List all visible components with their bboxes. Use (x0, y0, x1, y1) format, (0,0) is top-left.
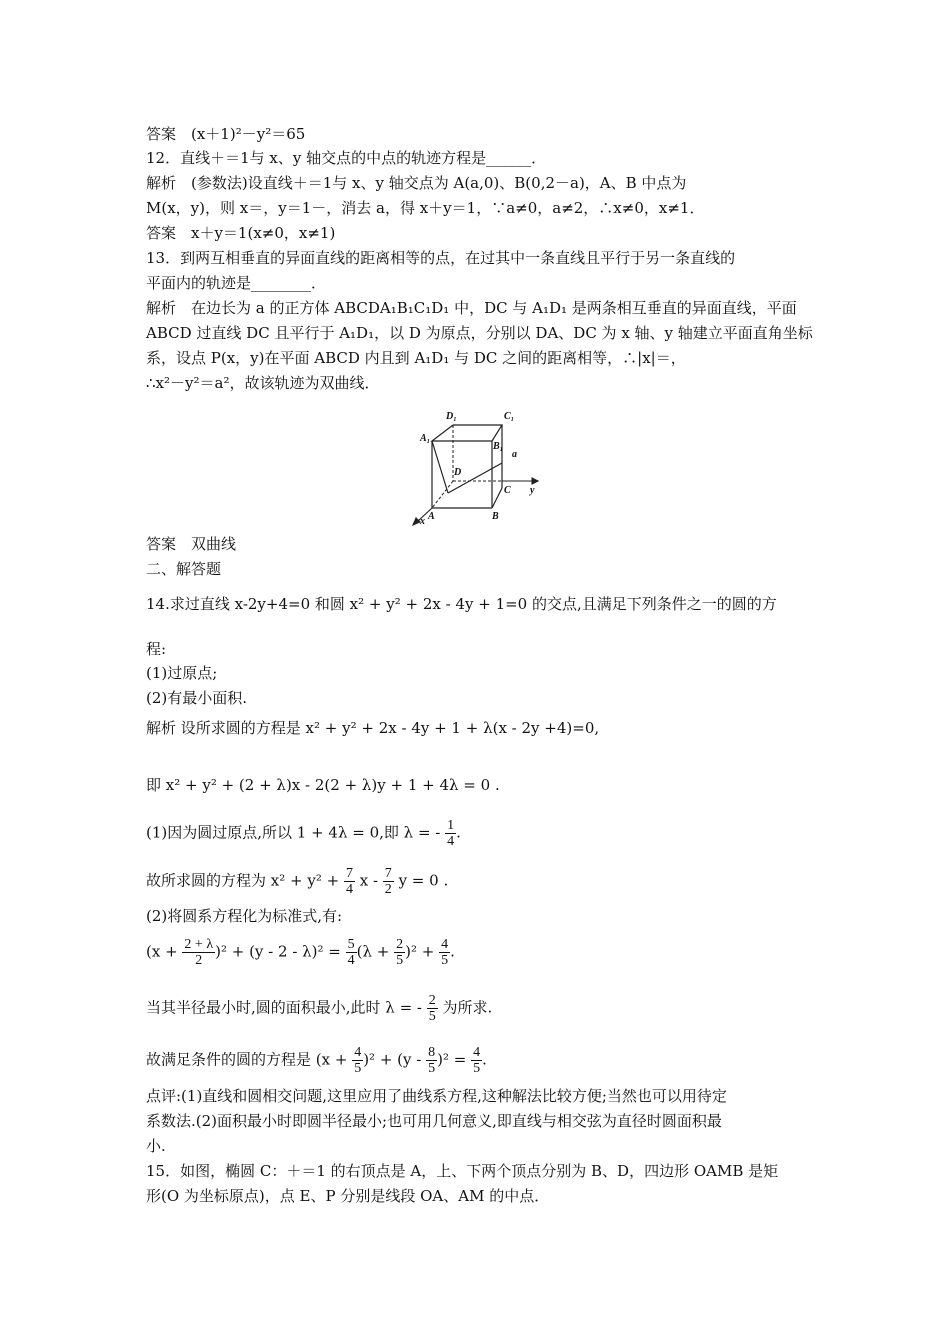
solution-12-line1: 解析 (参数法)设直线＋＝1与 x、y 轴交点为 A(a,0)、B(0,2－a)，A、B 中点为 (146, 174, 687, 192)
label-x: x (420, 516, 425, 527)
label-b: B (492, 511, 499, 522)
label-a-bottom: A (428, 511, 435, 522)
question-15-line1: 15．如图，椭圆 C：＋＝1 的右顶点是 A，上、下两个顶点分别为 B、D，四边形 OAMB 是矩 (146, 1162, 779, 1180)
comment-line2: 系数法.(2)面积最小时即圆半径最小;也可用几何意义,即直线与相交弦为直径时圆面积最 (146, 1112, 722, 1130)
question-14-cond1: (1)过原点; (146, 664, 218, 682)
solution-12-line2: M(x，y)，则 x＝，y＝1－，消去 a，得 x＋y＝1，∵a≠0，a≠2，∴x≠0，x≠1． (146, 199, 705, 217)
cube-diagonal-a1 (432, 441, 448, 493)
fraction-7-4: $\frac{7}{4}$ (345, 866, 353, 897)
label-b1: B₁ (493, 441, 504, 452)
solution-13-line3: 系，设点 P(x，y)在平面 ABCD 内且到 A₁D₁ 与 DC 之间的距离相等，∴|x|＝， (146, 349, 686, 367)
fraction-7-2: $\frac{7}{2}$ (384, 866, 392, 897)
label-a: a (512, 449, 517, 460)
comment-line1: 点评:(1)直线和圆相交问题,这里应用了曲线系方程,这种解法比较方便;当然也可以用待定 (146, 1087, 727, 1105)
label-c1: C₁ (504, 411, 515, 422)
solution-13-line4: ∴x²－y²＝a²，故该轨迹为双曲线． (146, 374, 380, 392)
label-c: C (504, 485, 511, 496)
section-heading: 二、解答题 (146, 560, 222, 578)
solution-14-line2: 即 x² + y² + (2 + λ)x - 2(2 + λ)y + 1 + 4λ = 0 . (146, 776, 500, 794)
solution-13-line2: ABCD 过直线 DC 且平行于 A₁D₁，以 D 为原点，分别以 DA、DC 为 x 轴、y 轴建立平面直角坐标 (146, 324, 813, 342)
question-14-cond2: (2)有最小面积. (146, 689, 248, 707)
cube-figure (408, 405, 548, 527)
solution-13-line1: 解析 在边长为 a 的正方体 ABCDA₁B₁C₁D₁ 中，DC 与 A₁D₁ 是两条相互垂直的异面直线，平面 (146, 299, 797, 317)
question-13-line2: 平面内的轨迹是________． (146, 274, 327, 292)
label-d1: D₁ (446, 411, 457, 422)
cube-hidden-d-a (432, 481, 453, 508)
question-14-line1: 14.求过直线 x-2y+4=0 和圆 x² + y² + 2x - 4y + 1=0 的交点,且满足下列条件之一的圆的方 (146, 595, 777, 613)
solution-14-standard-form: (x + $\frac{2 + \lambda}{2}$ )² + (y - 2 - λ)² = $\frac{5}{4}$ (λ + $\frac{2}{5}$ )² + $\frac{4}{5}$ . (146, 937, 455, 968)
question-14-line2: 程: (146, 640, 167, 658)
cube-edge-b-c (492, 488, 502, 508)
answer-12: 答案 x＋y＝1(x≠0，x≠1) (146, 224, 336, 242)
solution-14-part2: (2)将圆系方程化为标准式,有: (146, 907, 343, 925)
y-axis-arrow (532, 478, 538, 484)
fraction-1-4: $\frac{1}{4}$ (447, 818, 455, 849)
label-d: D (454, 467, 462, 478)
answer-13: 答案 双曲线 (146, 535, 237, 553)
question-13-line1: 13．到两互相垂直的异面直线的距离相等的点，在过其中一条直线且平行于另一条直线的 (146, 249, 736, 267)
question-15-line2: 形(O 为坐标原点)，点 E、P 分别是线段 OA、AM 的中点． (146, 1187, 550, 1205)
label-a1: A₁ (420, 433, 431, 444)
solution-14-circle-equation: 故所求圆的方程为 x² + y² + $\frac{7}{4}$ x - $\frac{7}{2}$ y = 0 . (146, 866, 449, 897)
x-axis-arrow (413, 518, 420, 525)
answer-11: 答案 (x＋1)²－y²＝65 (146, 125, 306, 143)
solution-14-min-radius: 当其半径最小时,圆的面积最小,此时 λ = - $\frac{2}{5}$ 为所求. (146, 993, 493, 1024)
question-12: 12．直线＋＝1与 x、y 轴交点的中点的轨迹方程是______． (146, 149, 547, 167)
solution-14-line1: 解析 设所求圆的方程是 x² + y² + 2x - 4y + 1 + λ(x - 2y +4)=0, (146, 719, 600, 737)
label-y: y (530, 485, 535, 496)
comment-line3: 小. (146, 1137, 166, 1155)
cube-top-face (432, 425, 502, 441)
solution-14-final-equation: 故满足条件的圆的方程是 (x + $\frac{4}{5}$ )² + (y - $\frac{8}{5}$ )² = $\frac{4}{5}$ . (146, 1045, 487, 1076)
solution-14-part1: (1)因为圆过原点,所以 1 + 4λ = 0,即 λ = - $\frac{1}{4}$ . (146, 818, 461, 849)
